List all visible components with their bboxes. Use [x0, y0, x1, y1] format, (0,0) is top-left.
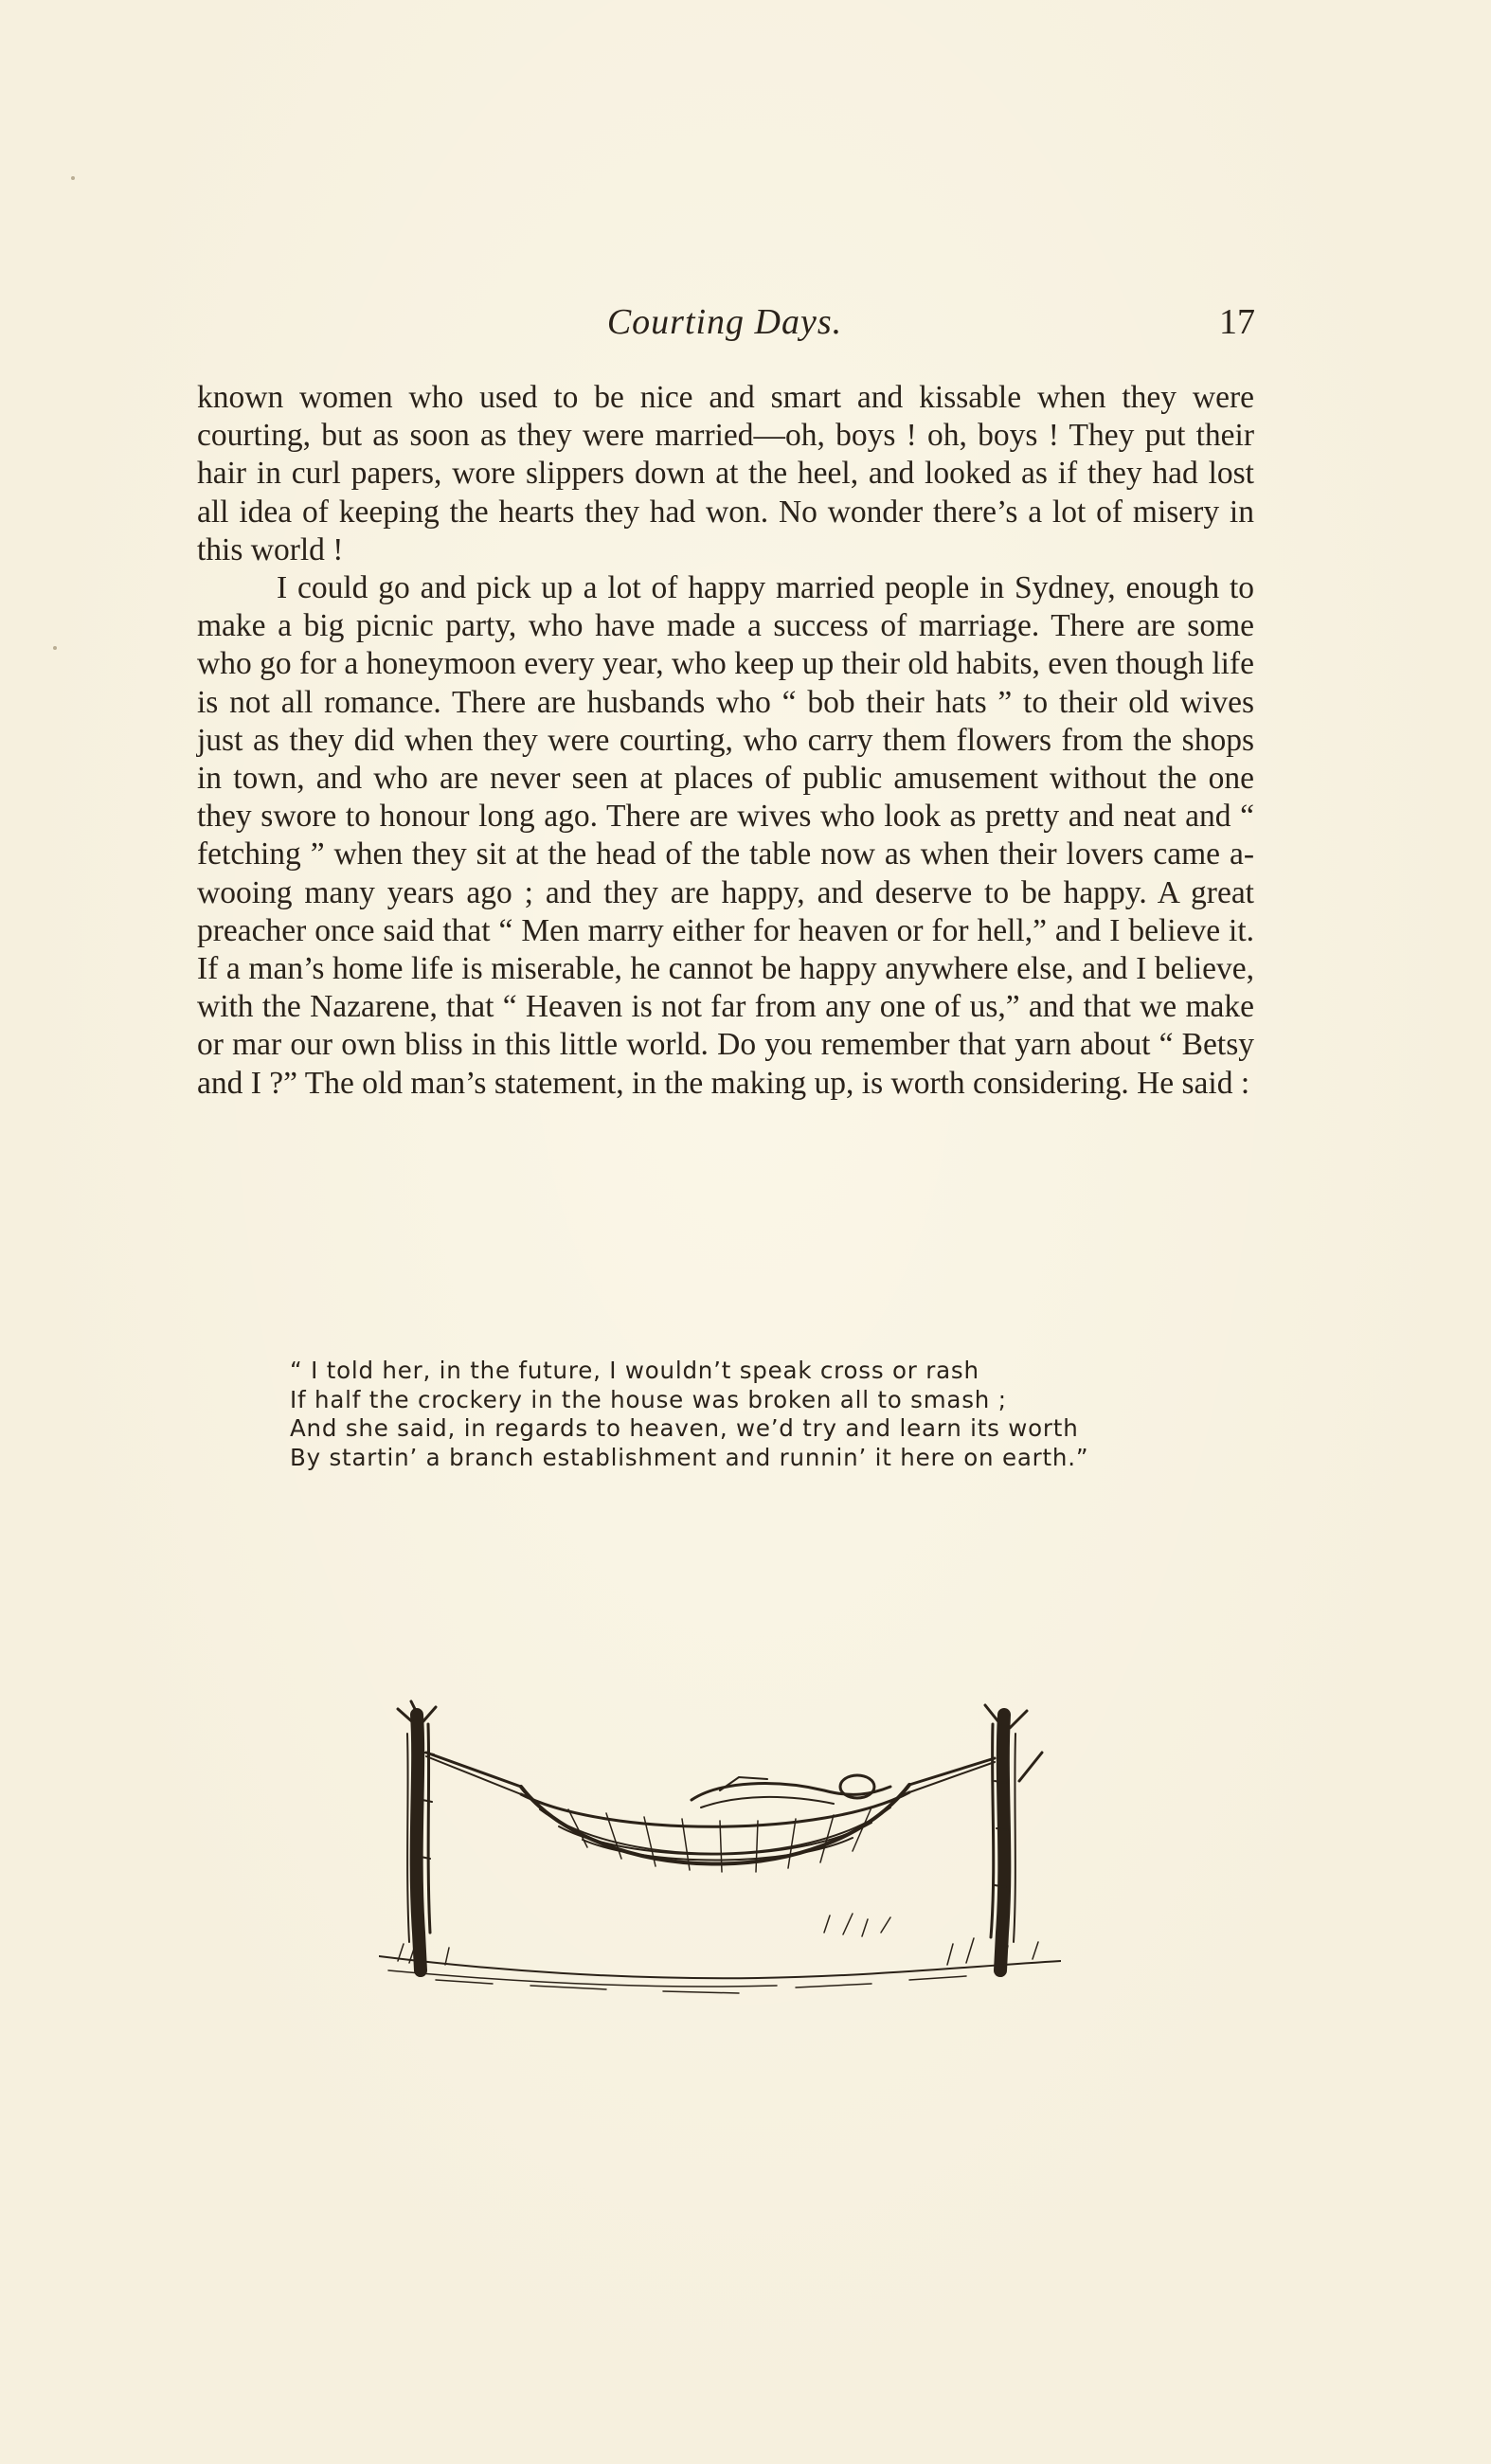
- paper-speck: [71, 176, 75, 180]
- verse-line: “ I told her, in the future, I wouldn’t speak cross or rash: [290, 1357, 979, 1384]
- paragraph: I could go and pick up a lot of happy married people in Sydney, enough to make a big picnic party, who have made a success of marriage. There are some who go for a honeymoon every year, who keep up their old habits, even though life is not all romance. There are husbands who “ bob their hats ” to their old wives just as they did when they were courting, who carry them flowers from the shops in town, and who are never seen at places of public amusement without the one they swore to honour long ago. There are wives who look as pretty and neat and “ fetching ” when they sit at the head of the table now as when their lovers came a-wooing many years ago ; and they are happy, and deserve to be happy. A great preacher once said that “ Men marry either for heaven or for hell,” and I believe it. If a man’s home life is miserable, he cannot be happy anywhere else, and I believe, with the Nazarene, that “ Heaven is not far from any one of us,” and that we make or mar our own bliss in this little world. Do you remember that yarn about “ Betsy and I ?” The old man’s statement, in the making up, is worth considering. He said :: [197, 570, 1254, 1101]
- running-head: [194, 301, 1255, 358]
- paragraph: known women who used to be nice and smart and kissable when they were courting, but as soon as they were married—oh, boys ! oh, boys ! They put their hair in curl papers, wore slippers down at the heel, and looked as if they had lost all idea of keeping the hearts they had won. No wonder there’s a lot of misery in this world !: [197, 380, 1254, 567]
- verse-line: If half the crockery in the house was broken all to smash ;: [290, 1385, 1007, 1413]
- verse-line: And she said, in regards to heaven, we’d try and learn its worth: [290, 1414, 1079, 1442]
- paper-speck: [53, 646, 57, 650]
- hammock-engraving-icon: [379, 1696, 1061, 1999]
- verse-quote: [290, 1357, 1237, 1472]
- verse-line: By startin’ a branch establishment and runnin’ it here on earth.”: [290, 1443, 1089, 1471]
- body-text: [197, 379, 1254, 1103]
- page-number: 17: [1219, 302, 1255, 342]
- running-title: Courting Days.: [606, 302, 843, 342]
